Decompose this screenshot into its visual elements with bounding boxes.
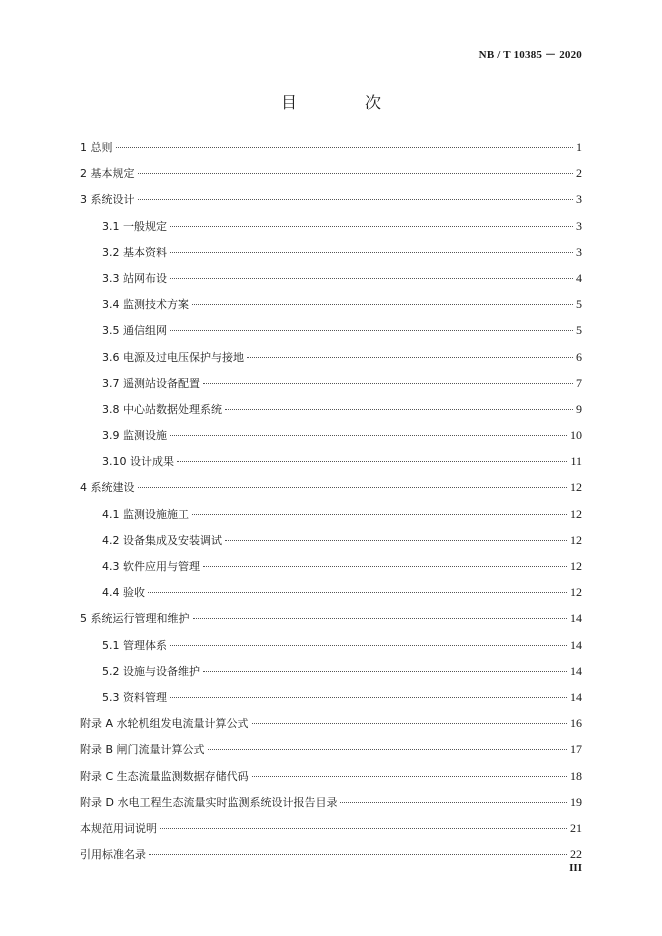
toc-entry-label: 4.3 软件应用与管理 — [102, 560, 200, 573]
toc-entry-label: 3.2 基本资料 — [102, 245, 167, 259]
toc-entry-label: 附录 D 水电工程生态流量实时监测系统设计报告目录 — [80, 795, 338, 809]
toc-entry[interactable] — [80, 684, 582, 710]
toc-dot-leader — [247, 356, 573, 358]
toc-entry-label: 3.5 通信组网 — [102, 324, 167, 338]
toc-entry-page: 11 — [570, 454, 582, 469]
toc-entry[interactable] — [80, 501, 582, 527]
toc-entry-page: 22 — [570, 847, 582, 862]
toc-entry-page: 2 — [576, 166, 582, 181]
toc-dot-leader — [170, 644, 567, 646]
toc-entry-page: 19 — [570, 794, 582, 809]
toc-dot-leader — [340, 801, 567, 803]
toc-entry[interactable] — [80, 239, 582, 265]
toc-entry[interactable] — [80, 763, 582, 789]
toc-entry-label: 4.4 验收 — [102, 586, 145, 600]
toc-dot-leader — [208, 748, 567, 750]
toc-entry[interactable] — [80, 396, 582, 422]
toc-entry[interactable] — [80, 317, 582, 343]
toc-entry-page: 5 — [576, 323, 582, 338]
toc-entry[interactable] — [80, 736, 582, 762]
toc-entry-label: 4.2 设备集成及安装调试 — [102, 533, 222, 547]
toc-entry-page: 12 — [570, 532, 582, 547]
toc-dot-leader — [138, 172, 574, 174]
toc-entry[interactable] — [80, 448, 582, 474]
toc-dot-leader — [160, 827, 567, 829]
toc-entry-page: 16 — [570, 716, 582, 731]
toc-entry-page: 12 — [570, 585, 582, 600]
toc-dot-leader — [252, 775, 567, 777]
toc-entry-page: 14 — [570, 637, 582, 652]
toc-dot-leader — [149, 853, 567, 855]
toc-dot-leader — [170, 329, 573, 331]
toc-dot-leader — [225, 539, 567, 541]
toc-entry-label: 3.9 监测设施 — [102, 429, 167, 443]
toc-entry-label: 4.1 监测设施施工 — [102, 507, 189, 521]
toc-entry[interactable] — [80, 213, 582, 239]
toc-entry-label: 5.2 设施与设备维护 — [102, 664, 200, 678]
toc-entry[interactable] — [80, 579, 582, 605]
toc-dot-leader — [192, 513, 567, 515]
toc-entry-label: 1 总则 — [80, 141, 113, 154]
toc-entry-label: 3.8 中心站数据处理系统 — [102, 402, 222, 416]
toc-entry[interactable] — [80, 186, 582, 212]
toc-entry-page: 10 — [570, 428, 582, 443]
toc-entry-page: 18 — [570, 768, 582, 783]
toc-entry-label: 3 系统设计 — [80, 193, 135, 207]
toc-entry[interactable] — [80, 422, 582, 448]
toc-dot-leader — [170, 434, 567, 436]
toc-dot-leader — [138, 486, 568, 488]
toc-entry-page: 4 — [576, 270, 582, 285]
toc-entry-label: 3.3 站网布设 — [102, 271, 167, 285]
toc-dot-leader — [148, 591, 567, 593]
toc-dot-leader — [170, 696, 567, 698]
toc-dot-leader — [203, 670, 567, 672]
toc-entry-label: 5.1 管理体系 — [102, 638, 167, 652]
toc-entry-page: 14 — [570, 689, 582, 704]
toc-entry-label: 3.10 设计成果 — [102, 455, 174, 469]
toc-entry-label: 3.6 电源及过电压保护与接地 — [102, 350, 244, 364]
toc-entry[interactable] — [80, 815, 582, 841]
toc-entry-label: 3.4 监测技术方案 — [102, 298, 189, 312]
toc-entry-page: 17 — [570, 742, 582, 757]
toc-entry-label: 引用标准名录 — [80, 848, 146, 862]
toc-dot-leader — [138, 198, 574, 200]
toc-entry-label: 2 基本规定 — [80, 167, 135, 181]
toc-dot-leader — [170, 225, 573, 227]
toc-entry-label: 5 系统运行管理和维护 — [80, 612, 190, 626]
toc-entry[interactable] — [80, 605, 582, 631]
toc-entry-page: 1 — [576, 140, 582, 154]
page-number: III — [569, 862, 582, 874]
toc-entry[interactable] — [80, 658, 582, 684]
toc-entry[interactable] — [80, 134, 582, 160]
toc-entry-label: 本规范用词说明 — [80, 821, 157, 835]
toc-entry[interactable] — [80, 291, 582, 317]
toc-entry[interactable] — [80, 789, 582, 815]
toc-entry-page: 3 — [576, 218, 582, 233]
toc-entry-page: 14 — [570, 611, 582, 626]
toc-entry[interactable] — [80, 370, 582, 396]
toc-entry-label: 附录 C 生态流量监测数据存储代码 — [80, 769, 249, 783]
toc-entry-page: 7 — [576, 375, 582, 390]
toc-entry-page: 3 — [576, 244, 582, 259]
toc-entry[interactable] — [80, 160, 582, 186]
toc-dot-leader — [203, 565, 567, 567]
toc-entry[interactable] — [80, 527, 582, 553]
toc-entry-page: 9 — [576, 401, 582, 416]
toc-entry-label: 附录 B 闸门流量计算公式 — [80, 743, 205, 757]
toc-entry-page: 12 — [570, 506, 582, 521]
toc-entry-page: 3 — [576, 192, 582, 207]
toc-dot-leader — [252, 722, 567, 724]
toc-entry-page: 12 — [570, 559, 582, 573]
toc-dot-leader — [225, 408, 573, 410]
toc-entry[interactable] — [80, 344, 582, 370]
toc-entry-label: 5.3 资料管理 — [102, 690, 167, 704]
toc-entry-label: 3.7 遥测站设备配置 — [102, 376, 200, 390]
standard-number-header: NB / T 10385 － 2020 — [478, 49, 582, 61]
page-title: 目 次 — [280, 93, 407, 112]
toc-entry-label: 3.1 一般规定 — [102, 219, 167, 233]
toc-dot-leader — [193, 617, 568, 619]
toc-entry-page: 5 — [576, 297, 582, 312]
toc-entry[interactable] — [80, 474, 582, 500]
toc-entry-label: 附录 A 水轮机组发电流量计算公式 — [80, 717, 249, 731]
toc-entry[interactable] — [80, 710, 582, 736]
toc-dot-leader — [177, 460, 567, 462]
toc-entry-page: 14 — [570, 663, 582, 678]
toc-dot-leader — [170, 251, 573, 253]
toc-dot-leader — [170, 277, 573, 279]
toc-entry-page: 21 — [570, 820, 582, 835]
toc-entry-page: 12 — [570, 480, 582, 495]
toc-entry[interactable] — [80, 553, 582, 579]
toc-dot-leader — [192, 303, 573, 305]
toc-entry-label: 4 系统建设 — [80, 481, 135, 495]
toc-dot-leader — [116, 146, 574, 148]
table-of-contents — [80, 134, 582, 867]
toc-entry[interactable] — [80, 632, 582, 658]
toc-entry[interactable] — [80, 265, 582, 291]
toc-entry[interactable] — [80, 841, 582, 867]
toc-entry-page: 6 — [576, 349, 582, 364]
toc-dot-leader — [203, 382, 573, 384]
